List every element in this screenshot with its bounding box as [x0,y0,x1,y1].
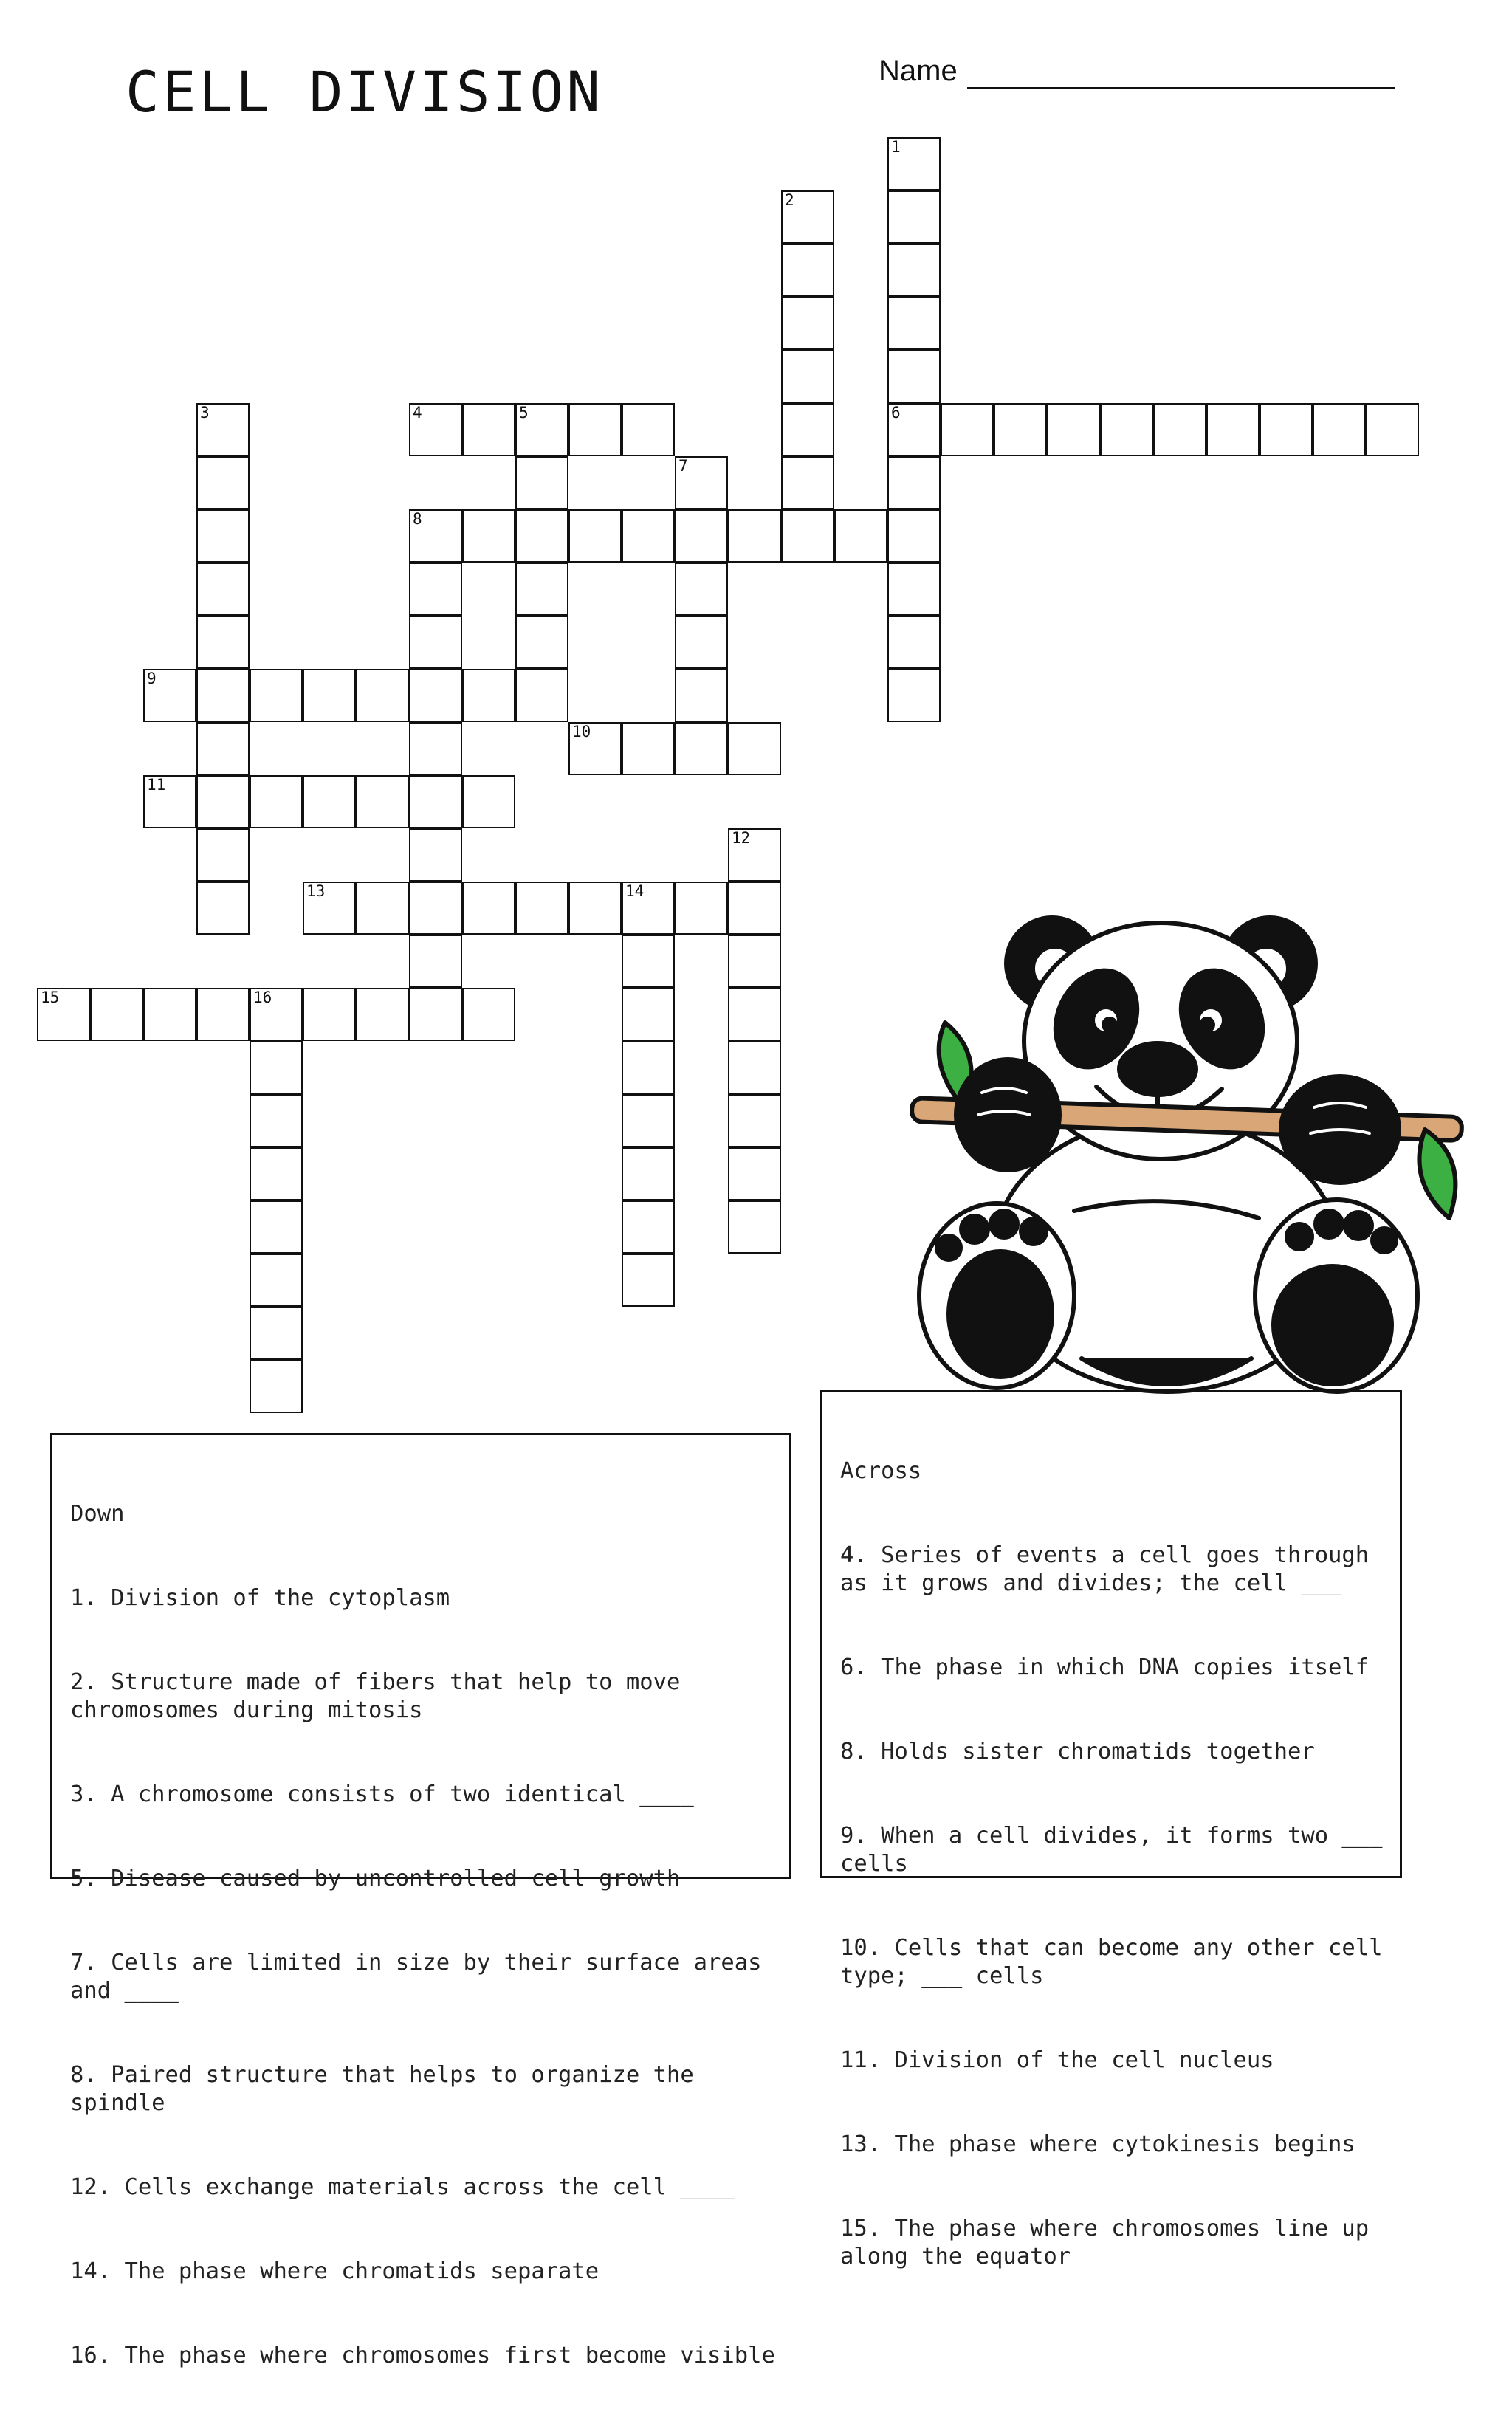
crossword-cell[interactable] [568,722,622,775]
crossword-cell[interactable] [462,403,515,456]
crossword-cell[interactable] [781,403,834,456]
crossword-cell[interactable] [250,988,303,1041]
crossword-cell[interactable] [941,403,994,456]
crossword-cell[interactable] [409,616,462,669]
across-clues-box [820,1390,1402,2269]
crossword-cell[interactable] [462,775,515,828]
down-clues-box [50,1433,791,2368]
crossword-cell[interactable] [196,882,250,935]
crossword-cell[interactable] [887,297,941,350]
crossword-cell[interactable] [462,669,515,722]
crossword-cell[interactable] [728,1094,781,1147]
crossword-cell[interactable] [409,403,462,456]
clue-number: 9 [147,670,157,687]
crossword-cell[interactable] [622,935,675,988]
crossword-cell[interactable] [250,669,303,722]
crossword-cell[interactable] [781,456,834,509]
crossword-cell[interactable] [675,563,728,616]
crossword-cell[interactable] [409,563,462,616]
clue-number: 16 [253,989,272,1006]
crossword-cell[interactable] [196,669,250,722]
crossword-cell[interactable] [1100,403,1153,456]
crossword-cell[interactable] [356,775,409,828]
crossword-cell[interactable] [409,882,462,935]
across-clue: 4. Series of events a cell goes through as it grows and divides; the cell ___ [840,1542,1383,1596]
crossword-cell[interactable] [196,988,250,1041]
crossword-cell[interactable] [37,988,90,1041]
panda-nose [1119,1043,1196,1095]
leaf-icon [1419,1130,1455,1218]
page-title: CELL DIVISION [126,59,603,125]
crossword-cell[interactable] [196,616,250,669]
crossword-cell[interactable] [728,828,781,882]
crossword-cell[interactable] [781,190,834,244]
down-clue: 7. Cells are limited in size by their surface areas and ____ [70,1950,775,2004]
crossword-cell[interactable] [409,509,462,563]
crossword-cell[interactable] [356,882,409,935]
down-clue: 8. Paired structure that helps to organize the spindle [70,2062,708,2116]
crossword-cell[interactable] [1260,403,1313,456]
clue-number: 14 [625,882,645,900]
down-clue: 1. Division of the cytoplasm [70,1585,450,1611]
across-clue: 11. Division of the cell nucleus [840,2047,1274,2073]
crossword-cell[interactable] [515,882,568,935]
down-heading: Down [70,1501,125,1527]
crossword-cell[interactable] [887,137,941,190]
crossword-cell[interactable] [303,775,356,828]
clue-number: 10 [572,723,591,740]
clue-number: 13 [306,882,326,900]
across-clue: 15. The phase where chromosomes line up along the equator [840,2216,1383,2269]
clue-number: 11 [147,776,166,794]
crossword-cell[interactable] [250,1307,303,1360]
crossword-cell[interactable] [515,509,568,563]
crossword-cell[interactable] [781,509,834,563]
crossword-cell[interactable] [1206,403,1260,456]
crossword-cell[interactable] [781,244,834,297]
crossword-cell[interactable] [675,616,728,669]
crossword-cell[interactable] [568,509,622,563]
crossword-cell[interactable] [250,1360,303,1413]
down-clue: 14. The phase where chromatids separate [70,2258,599,2284]
crossword-cell[interactable] [196,722,250,775]
down-clue: 12. Cells exchange materials across the cell ____ [70,2174,735,2200]
crossword-cell[interactable] [143,669,196,722]
crossword-cell[interactable] [887,563,941,616]
crossword-cell[interactable] [303,669,356,722]
crossword-cell[interactable] [728,509,781,563]
clue-number: 1 [891,138,901,156]
crossword-cell[interactable] [887,509,941,563]
crossword-cell[interactable] [515,616,568,669]
crossword-cell[interactable] [1153,403,1206,456]
crossword-cell[interactable] [887,616,941,669]
crossword-cell[interactable] [675,882,728,935]
crossword-cell[interactable] [675,456,728,509]
crossword-cell[interactable] [781,297,834,350]
crossword-cell[interactable] [834,509,887,563]
across-clue: 13. The phase where cytokinesis begins [840,2131,1355,2157]
crossword-cell[interactable] [409,988,462,1041]
panda-illustration [897,893,1469,1403]
crossword-cell[interactable] [462,988,515,1041]
crossword-cell[interactable] [515,403,568,456]
crossword-cell[interactable] [1313,403,1366,456]
crossword-cell[interactable] [250,775,303,828]
crossword-cell[interactable] [728,882,781,935]
crossword-cell[interactable] [196,403,250,456]
clue-number: 3 [200,404,210,422]
crossword-cell[interactable] [728,1041,781,1094]
crossword-cell[interactable] [196,456,250,509]
crossword-cell[interactable] [196,775,250,828]
crossword-cell[interactable] [622,1041,675,1094]
crossword-cell[interactable] [887,244,941,297]
crossword-cell[interactable] [250,1041,303,1094]
down-clue: 2. Structure made of fibers that help to move chromosomes during mitosis [70,1669,694,1723]
crossword-cell[interactable] [622,882,675,935]
crossword-cell[interactable] [196,563,250,616]
crossword-cell[interactable] [622,722,675,775]
crossword-cell[interactable] [196,509,250,563]
crossword-cell[interactable] [409,935,462,988]
crossword-cell[interactable] [622,1200,675,1254]
crossword-cell[interactable] [675,509,728,563]
crossword-cell[interactable] [356,669,409,722]
clue-number: 4 [413,404,422,422]
down-clue: 3. A chromosome consists of two identical ____ [70,1781,694,1807]
clue-number: 5 [519,404,529,422]
crossword-cell[interactable] [887,190,941,244]
crossword-cell[interactable] [515,669,568,722]
clue-number: 12 [732,829,751,847]
crossword-cell[interactable] [250,1254,303,1307]
crossword-cell[interactable] [622,403,675,456]
across-clue: 8. Holds sister chromatids together [840,1739,1315,1764]
across-clue: 10. Cells that can become any other cell type; ___ cells [840,1935,1396,1989]
crossword-cell[interactable] [196,828,250,882]
crossword-cell[interactable] [781,350,834,403]
crossword-cell[interactable] [622,1094,675,1147]
crossword-cell[interactable] [409,722,462,775]
crossword-cell[interactable] [515,563,568,616]
crossword-cell[interactable] [409,669,462,722]
crossword-cell[interactable] [728,935,781,988]
crossword-cell[interactable] [143,988,196,1041]
crossword-cell[interactable] [250,1094,303,1147]
crossword-cell[interactable] [515,456,568,509]
crossword-cell[interactable] [728,1200,781,1254]
across-clue: 6. The phase in which DNA copies itself [840,1654,1370,1680]
crossword-cell[interactable] [887,403,941,456]
crossword-cell[interactable] [250,1147,303,1200]
crossword-cell[interactable] [887,669,941,722]
crossword-cell[interactable] [1366,403,1419,456]
across-clue: 9. When a cell divides, it forms two ___ cells [840,1823,1396,1877]
crossword-cell[interactable] [90,988,143,1041]
crossword-cell[interactable] [622,988,675,1041]
crossword-cell[interactable] [728,1147,781,1200]
crossword-cell[interactable] [728,988,781,1041]
crossword-cell[interactable] [356,988,409,1041]
crossword-cell[interactable] [568,882,622,935]
crossword-cell[interactable] [409,828,462,882]
crossword-cell[interactable] [994,403,1047,456]
crossword-cell[interactable] [143,775,196,828]
crossword-cell[interactable] [622,1147,675,1200]
clue-number: 7 [678,457,688,475]
crossword-cell[interactable] [462,882,515,935]
crossword-cell[interactable] [303,988,356,1041]
clue-number: 2 [785,191,794,209]
crossword-cell[interactable] [887,350,941,403]
crossword-cell[interactable] [675,669,728,722]
crossword-cell[interactable] [462,509,515,563]
clue-number: 8 [413,510,422,528]
crossword-cell[interactable] [409,775,462,828]
crossword-cell[interactable] [622,1254,675,1307]
crossword-cell[interactable] [675,722,728,775]
name-label: Name [879,55,958,87]
crossword-cell[interactable] [568,403,622,456]
down-clue: 16. The phase where chromosomes first become visible [70,2343,775,2368]
crossword-cell[interactable] [250,1200,303,1254]
crossword-cell[interactable] [303,882,356,935]
clue-number: 15 [41,989,60,1006]
clue-number: 6 [891,404,901,422]
crossword-cell[interactable] [728,722,781,775]
crossword-cell[interactable] [622,509,675,563]
crossword-cell[interactable] [887,456,941,509]
across-heading: Across [840,1458,922,1484]
down-clue: 5. Disease caused by uncontrolled cell growth [70,1866,681,1891]
crossword-cell[interactable] [1047,403,1100,456]
